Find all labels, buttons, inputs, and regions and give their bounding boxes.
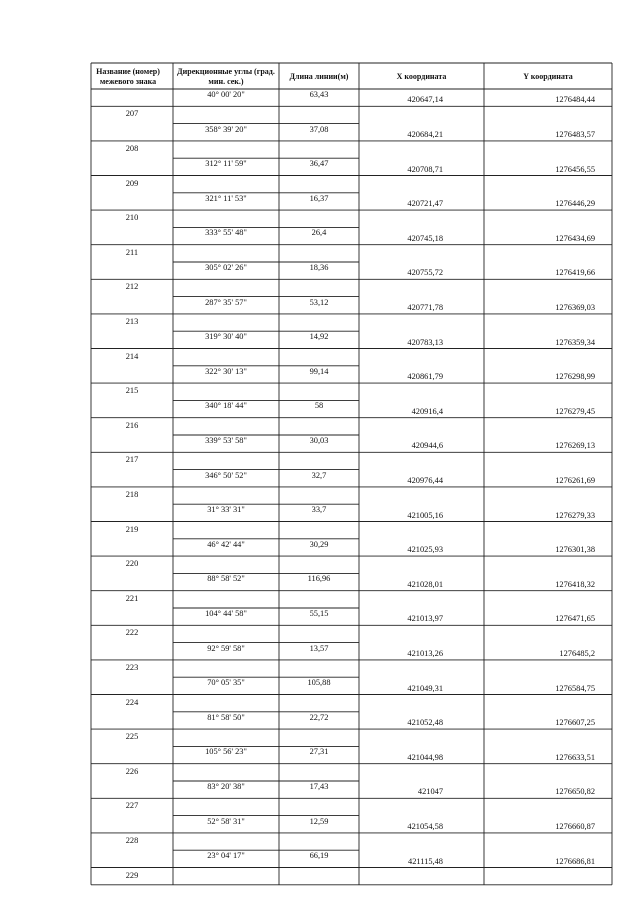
segment-angle: 105° 56' 23"	[205, 747, 247, 757]
point-x: 421025,93	[407, 545, 443, 555]
segment-length: 58	[314, 401, 324, 411]
point-name: 215	[125, 386, 139, 396]
segment-angle: 52° 58' 31"	[207, 816, 245, 826]
point-y: 1276456,55	[555, 164, 595, 174]
header-x: X координата	[396, 72, 447, 81]
point-y: 1276485,2	[559, 648, 595, 658]
point-name: 228	[125, 835, 139, 845]
segment-angle: 319° 30' 40"	[205, 332, 247, 342]
segment-angle: 346° 50' 52"	[205, 470, 247, 480]
segment-length: 105,88	[307, 678, 331, 688]
segment-angle: 305° 02' 26"	[205, 263, 247, 272]
point-y: 1276298,99	[555, 372, 595, 382]
segment-length: 14,92	[309, 332, 329, 342]
header-y: Y координата	[523, 72, 573, 81]
point-name: 219	[125, 524, 139, 534]
point-y: 1276369,03	[555, 302, 595, 312]
point-y: 1276419,66	[555, 268, 595, 278]
point-name: 229	[125, 870, 139, 880]
point-x: 420721,47	[407, 199, 443, 209]
point-y: 1276483,57	[555, 129, 595, 139]
segment-length: 26,4	[311, 228, 327, 238]
segment-length: 53,12	[309, 297, 329, 307]
segment-length: 27,31	[309, 747, 329, 757]
segment-angle: 40° 00' 20"	[207, 90, 245, 99]
segment-angle: 31° 33' 31"	[207, 505, 245, 515]
point-x: 421005,16	[407, 510, 443, 520]
point-x: 421052,48	[407, 718, 443, 728]
segment-length: 18,36	[309, 263, 329, 272]
point-name: 220	[125, 559, 139, 569]
point-x: 420916,4	[411, 406, 443, 416]
point-y: 1276607,25	[555, 718, 595, 728]
point-name: 226	[125, 766, 139, 776]
point-name: 213	[125, 316, 139, 326]
point-name: 210	[125, 213, 139, 223]
segment-angle: 104° 44' 58"	[205, 609, 247, 618]
point-y: 1276434,69	[555, 233, 595, 243]
segment-length: 12,59	[309, 816, 329, 826]
segment-length: 37,08	[309, 124, 329, 134]
point-y: 1276279,45	[555, 406, 595, 416]
point-y: 1276686,81	[555, 856, 595, 866]
point-x: 420755,72	[407, 268, 443, 278]
point-name: 218	[125, 489, 139, 499]
segment-length: 55,15	[309, 609, 329, 618]
point-name: 209	[125, 178, 139, 188]
point-x: 421028,01	[407, 579, 443, 589]
point-y: 1276301,38	[555, 545, 595, 555]
point-name: 207	[125, 109, 139, 119]
point-x: 420976,44	[407, 475, 443, 485]
point-x: 421054,58	[407, 821, 443, 831]
point-y: 1276660,87	[555, 821, 595, 831]
point-x: 421044,98	[407, 752, 443, 762]
point-x: 420771,78	[407, 302, 443, 312]
header-length: Длина линии(м)	[289, 72, 349, 81]
point-x: 420745,18	[407, 233, 443, 243]
segment-angle: 46° 42' 44"	[207, 539, 245, 549]
point-name: 223	[125, 662, 139, 672]
segment-angle: 70° 05' 35"	[207, 678, 245, 688]
segment-length: 36,47	[309, 159, 329, 169]
point-y: 1276446,29	[555, 199, 595, 209]
segment-length: 66,19	[309, 851, 329, 861]
segment-angle: 23° 04' 17"	[207, 851, 245, 861]
segment-angle: 287° 35' 57"	[205, 297, 247, 307]
segment-length: 63,43	[309, 90, 329, 99]
segment-length: 22,72	[309, 712, 329, 722]
segment-length: 33,7	[311, 505, 327, 515]
segment-length: 116,96	[307, 574, 331, 584]
point-x: 420647,14	[407, 95, 443, 105]
segment-angle: 340° 18' 44"	[205, 401, 247, 411]
point-y: 1276650,82	[555, 787, 595, 797]
point-x: 420944,6	[411, 441, 443, 451]
point-x: 421013,26	[407, 648, 443, 658]
point-y: 1276279,33	[555, 510, 595, 520]
segment-length: 30,29	[309, 539, 329, 549]
point-name: 227	[125, 801, 139, 811]
point-name: 214	[125, 351, 139, 361]
segment-angle: 339° 53' 58"	[205, 436, 247, 445]
point-name: 217	[125, 455, 139, 465]
point-x: 421047	[417, 787, 443, 797]
segment-angle: 321° 11' 53"	[205, 193, 247, 203]
point-y: 1276418,32	[555, 579, 595, 589]
point-y: 1276359,34	[555, 337, 595, 347]
point-x: 420684,21	[407, 129, 443, 139]
point-name: 221	[125, 593, 139, 603]
point-x: 421049,31	[407, 683, 443, 693]
header-name: Название (номер) межевого знака	[96, 67, 160, 86]
segment-angle: 83° 20' 38"	[207, 782, 245, 791]
point-x: 420783,13	[407, 337, 443, 347]
point-name: 212	[125, 282, 139, 292]
segment-length: 30,03	[309, 436, 329, 445]
point-x: 421115,48	[408, 856, 443, 866]
point-y: 1276633,51	[555, 752, 595, 762]
point-name: 211	[125, 247, 139, 257]
point-x: 421013,97	[407, 614, 443, 624]
point-name: 225	[125, 732, 139, 742]
segment-angle: 92° 59' 58"	[207, 643, 245, 653]
segment-angle: 81° 58' 50"	[207, 712, 245, 722]
segment-length: 17,43	[309, 782, 329, 791]
segment-angle: 358° 39' 20"	[205, 124, 247, 134]
point-name: 216	[125, 420, 139, 430]
segment-angle: 322° 30' 13"	[205, 366, 247, 376]
segment-angle: 312° 11' 59"	[205, 159, 247, 169]
point-name: 224	[125, 697, 139, 707]
segment-length: 32,7	[311, 470, 327, 480]
point-y: 1276584,75	[555, 683, 595, 693]
point-name: 222	[125, 628, 139, 638]
segment-length: 99,14	[309, 366, 329, 376]
point-y: 1276269,13	[555, 441, 595, 451]
point-x: 420708,71	[407, 164, 443, 174]
point-name: 208	[125, 143, 139, 153]
point-y: 1276484,44	[555, 95, 595, 105]
point-y: 1276471,65	[555, 614, 595, 624]
point-x: 420861,79	[407, 372, 443, 382]
segment-length: 16,37	[309, 193, 329, 203]
header-angles: Дирекционные углы (град. мин. сек.)	[177, 67, 275, 86]
point-y: 1276261,69	[555, 475, 595, 485]
segment-length: 13,57	[309, 643, 329, 653]
segment-angle: 333° 55' 48"	[205, 228, 247, 238]
segment-angle: 88° 58' 52"	[207, 574, 245, 584]
